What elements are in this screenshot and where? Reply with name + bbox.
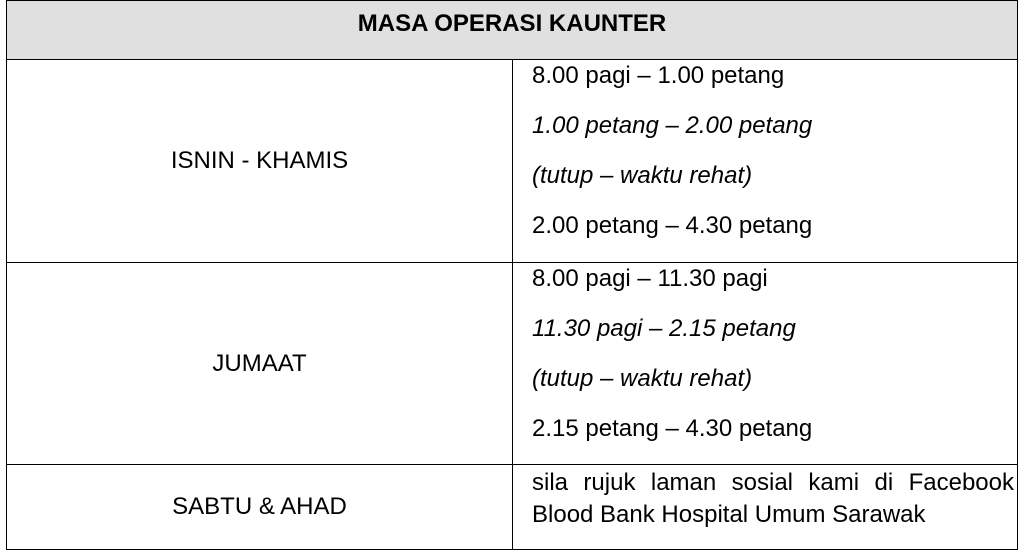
time-slot: 2.00 petang – 4.30 petang [532, 212, 813, 239]
table-row-jumaat [7, 263, 1017, 465]
times-cell [513, 263, 1017, 464]
weekend-note: sila rujuk laman sosial kami di Facebook Blood Bank Hospital Umum Sarawak [532, 469, 1014, 528]
time-slot: 1.00 petang – 2.00 petang [532, 112, 813, 139]
time-slot-note: (tutup – waktu rehat) [532, 365, 753, 392]
time-slot: 8.00 pagi – 1.00 petang [532, 62, 785, 89]
times-cell [513, 465, 1017, 549]
day-cell [7, 263, 513, 464]
time-slot: 2.15 petang – 4.30 petang [532, 415, 813, 442]
day-cell [7, 60, 513, 262]
day-label: JUMAAT [212, 349, 307, 377]
table-header [7, 1, 1017, 60]
day-label: SABTU & AHAD [172, 493, 347, 520]
table-row-isnin-khamis [7, 60, 1017, 263]
day-label: ISNIN - KHAMIS [170, 147, 349, 174]
time-slot: 11.30 pagi – 2.15 petang [532, 315, 796, 342]
times-cell [513, 60, 1017, 262]
table-row-sabtu-ahad [7, 465, 1017, 549]
operating-hours-table [6, 0, 1018, 550]
table-title: MASA OPERASI KAUNTER [357, 10, 667, 37]
time-slot-note: (tutup – waktu rehat) [532, 162, 753, 189]
time-slot: 8.00 pagi – 11.30 pagi [532, 265, 768, 292]
day-cell [7, 465, 513, 549]
